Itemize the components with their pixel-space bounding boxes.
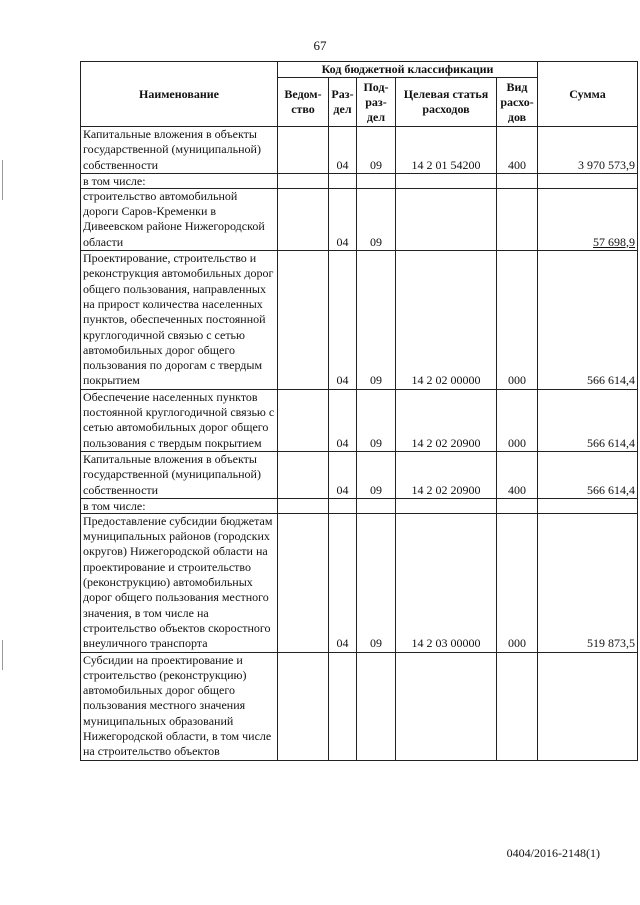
row-name: Обеспечение населенных пунктов постоянной круглогодичной связью с сетью автомобильных дорог общего пользования с твердым покрытием [81, 389, 278, 451]
scan-edge-mark [2, 160, 3, 200]
row-subsection: 09 [357, 389, 396, 451]
row-expense-type [497, 173, 538, 188]
row-expense-type: 400 [497, 451, 538, 498]
row-section: 04 [329, 188, 357, 250]
row-department [278, 652, 329, 760]
row-section: 04 [329, 389, 357, 451]
row-target [396, 652, 497, 760]
row-subsection [357, 498, 396, 513]
header-name: Наименование [81, 62, 278, 127]
row-section [329, 498, 357, 513]
row-name: в том числе: [81, 498, 278, 513]
row-section [329, 652, 357, 760]
row-sum [538, 652, 638, 760]
row-name: Капитальные вложения в объекты государственной (муниципальной) собственности [81, 127, 278, 174]
row-department [278, 451, 329, 498]
budget-classification-table [80, 61, 638, 761]
row-name: в том числе: [81, 173, 278, 188]
row-department [278, 498, 329, 513]
header-expense-type: Вид расхо-дов [497, 78, 538, 127]
row-section [329, 173, 357, 188]
row-department [278, 389, 329, 451]
table-row [81, 451, 638, 498]
row-sum: 566 614,4 [538, 389, 638, 451]
row-target [396, 498, 497, 513]
row-department [278, 251, 329, 390]
row-department [278, 188, 329, 250]
row-sum-value: 57 698,9 [593, 234, 636, 249]
row-sum: 3 970 573,9 [538, 127, 638, 174]
row-target: 14 2 01 54200 [396, 127, 497, 174]
row-name: строительство автомобильной дороги Саров-Кременки в Дивеевском районе Нижегородской области [81, 188, 278, 250]
table-row [81, 498, 638, 513]
scan-edge-mark [2, 640, 3, 670]
row-section: 04 [329, 451, 357, 498]
header-codes-group: Код бюджетной классификации [278, 62, 538, 78]
table-row [81, 127, 638, 174]
row-sum [538, 173, 638, 188]
page-number: 67 [313, 38, 327, 53]
row-expense-type: 000 [497, 513, 538, 652]
table-row [81, 652, 638, 760]
row-sum: 566 614,4 [538, 451, 638, 498]
header-department: Ведом-ство [278, 78, 329, 127]
row-target: 14 2 02 20900 [396, 451, 497, 498]
table-row [81, 513, 638, 652]
row-sum [538, 188, 638, 250]
row-department [278, 127, 329, 174]
row-name: Проектирование, строительство и реконструкция автомобильных дорог общего пользования, направленных на прирост количества населенных пунктов, обеспеченных постоянной круглогодичной связью с сетью автомобильных дорог общего пользования по дорогам с твердым покрытием [81, 251, 278, 390]
row-section: 04 [329, 513, 357, 652]
row-subsection: 09 [357, 188, 396, 250]
row-sum [538, 498, 638, 513]
row-subsection [357, 652, 396, 760]
table-row [81, 173, 638, 188]
document-code: 0404/2016-2148(1) [506, 846, 600, 860]
row-department [278, 513, 329, 652]
row-subsection: 09 [357, 251, 396, 390]
row-target: 14 2 02 00000 [396, 251, 497, 390]
table-row [81, 188, 638, 250]
header-subsection: Под-раз-дел [357, 78, 396, 127]
row-target: 14 2 03 00000 [396, 513, 497, 652]
row-expense-type [497, 652, 538, 760]
header-sum: Сумма [538, 62, 638, 127]
row-subsection: 09 [357, 127, 396, 174]
row-target: 14 2 02 20900 [396, 389, 497, 451]
table-row [81, 389, 638, 451]
row-sum: 566 614,4 [538, 251, 638, 390]
row-section: 04 [329, 127, 357, 174]
row-target [396, 188, 497, 250]
row-expense-type [497, 498, 538, 513]
row-name: Предоставление субсидии бюджетам муниципальных районов (городских округов) Нижегородской области на проектирование и строительство (реконструкцию) автомобильных дорог общего пользования местного значения, в том числе на строительство объектов скоростного внеуличного транспорта [81, 513, 278, 652]
row-subsection: 09 [357, 451, 396, 498]
header-section: Раз-дел [329, 78, 357, 127]
row-sum: 519 873,5 [538, 513, 638, 652]
row-section: 04 [329, 251, 357, 390]
row-subsection: 09 [357, 513, 396, 652]
table-row [81, 251, 638, 390]
row-department [278, 173, 329, 188]
row-subsection [357, 173, 396, 188]
row-target [396, 173, 497, 188]
header-target: Целевая статья расходов [396, 78, 497, 127]
row-expense-type: 000 [497, 251, 538, 390]
row-expense-type: 400 [497, 127, 538, 174]
row-name: Субсидии на проектирование и строительство (реконструкцию) автомобильных дорог общего пользования местного значения муниципальных образований Нижегородской области, в том числе на строительство объектов [81, 652, 278, 760]
row-expense-type: 000 [497, 389, 538, 451]
row-expense-type [497, 188, 538, 250]
row-name: Капитальные вложения в объекты государственной (муниципальной) собственности [81, 451, 278, 498]
